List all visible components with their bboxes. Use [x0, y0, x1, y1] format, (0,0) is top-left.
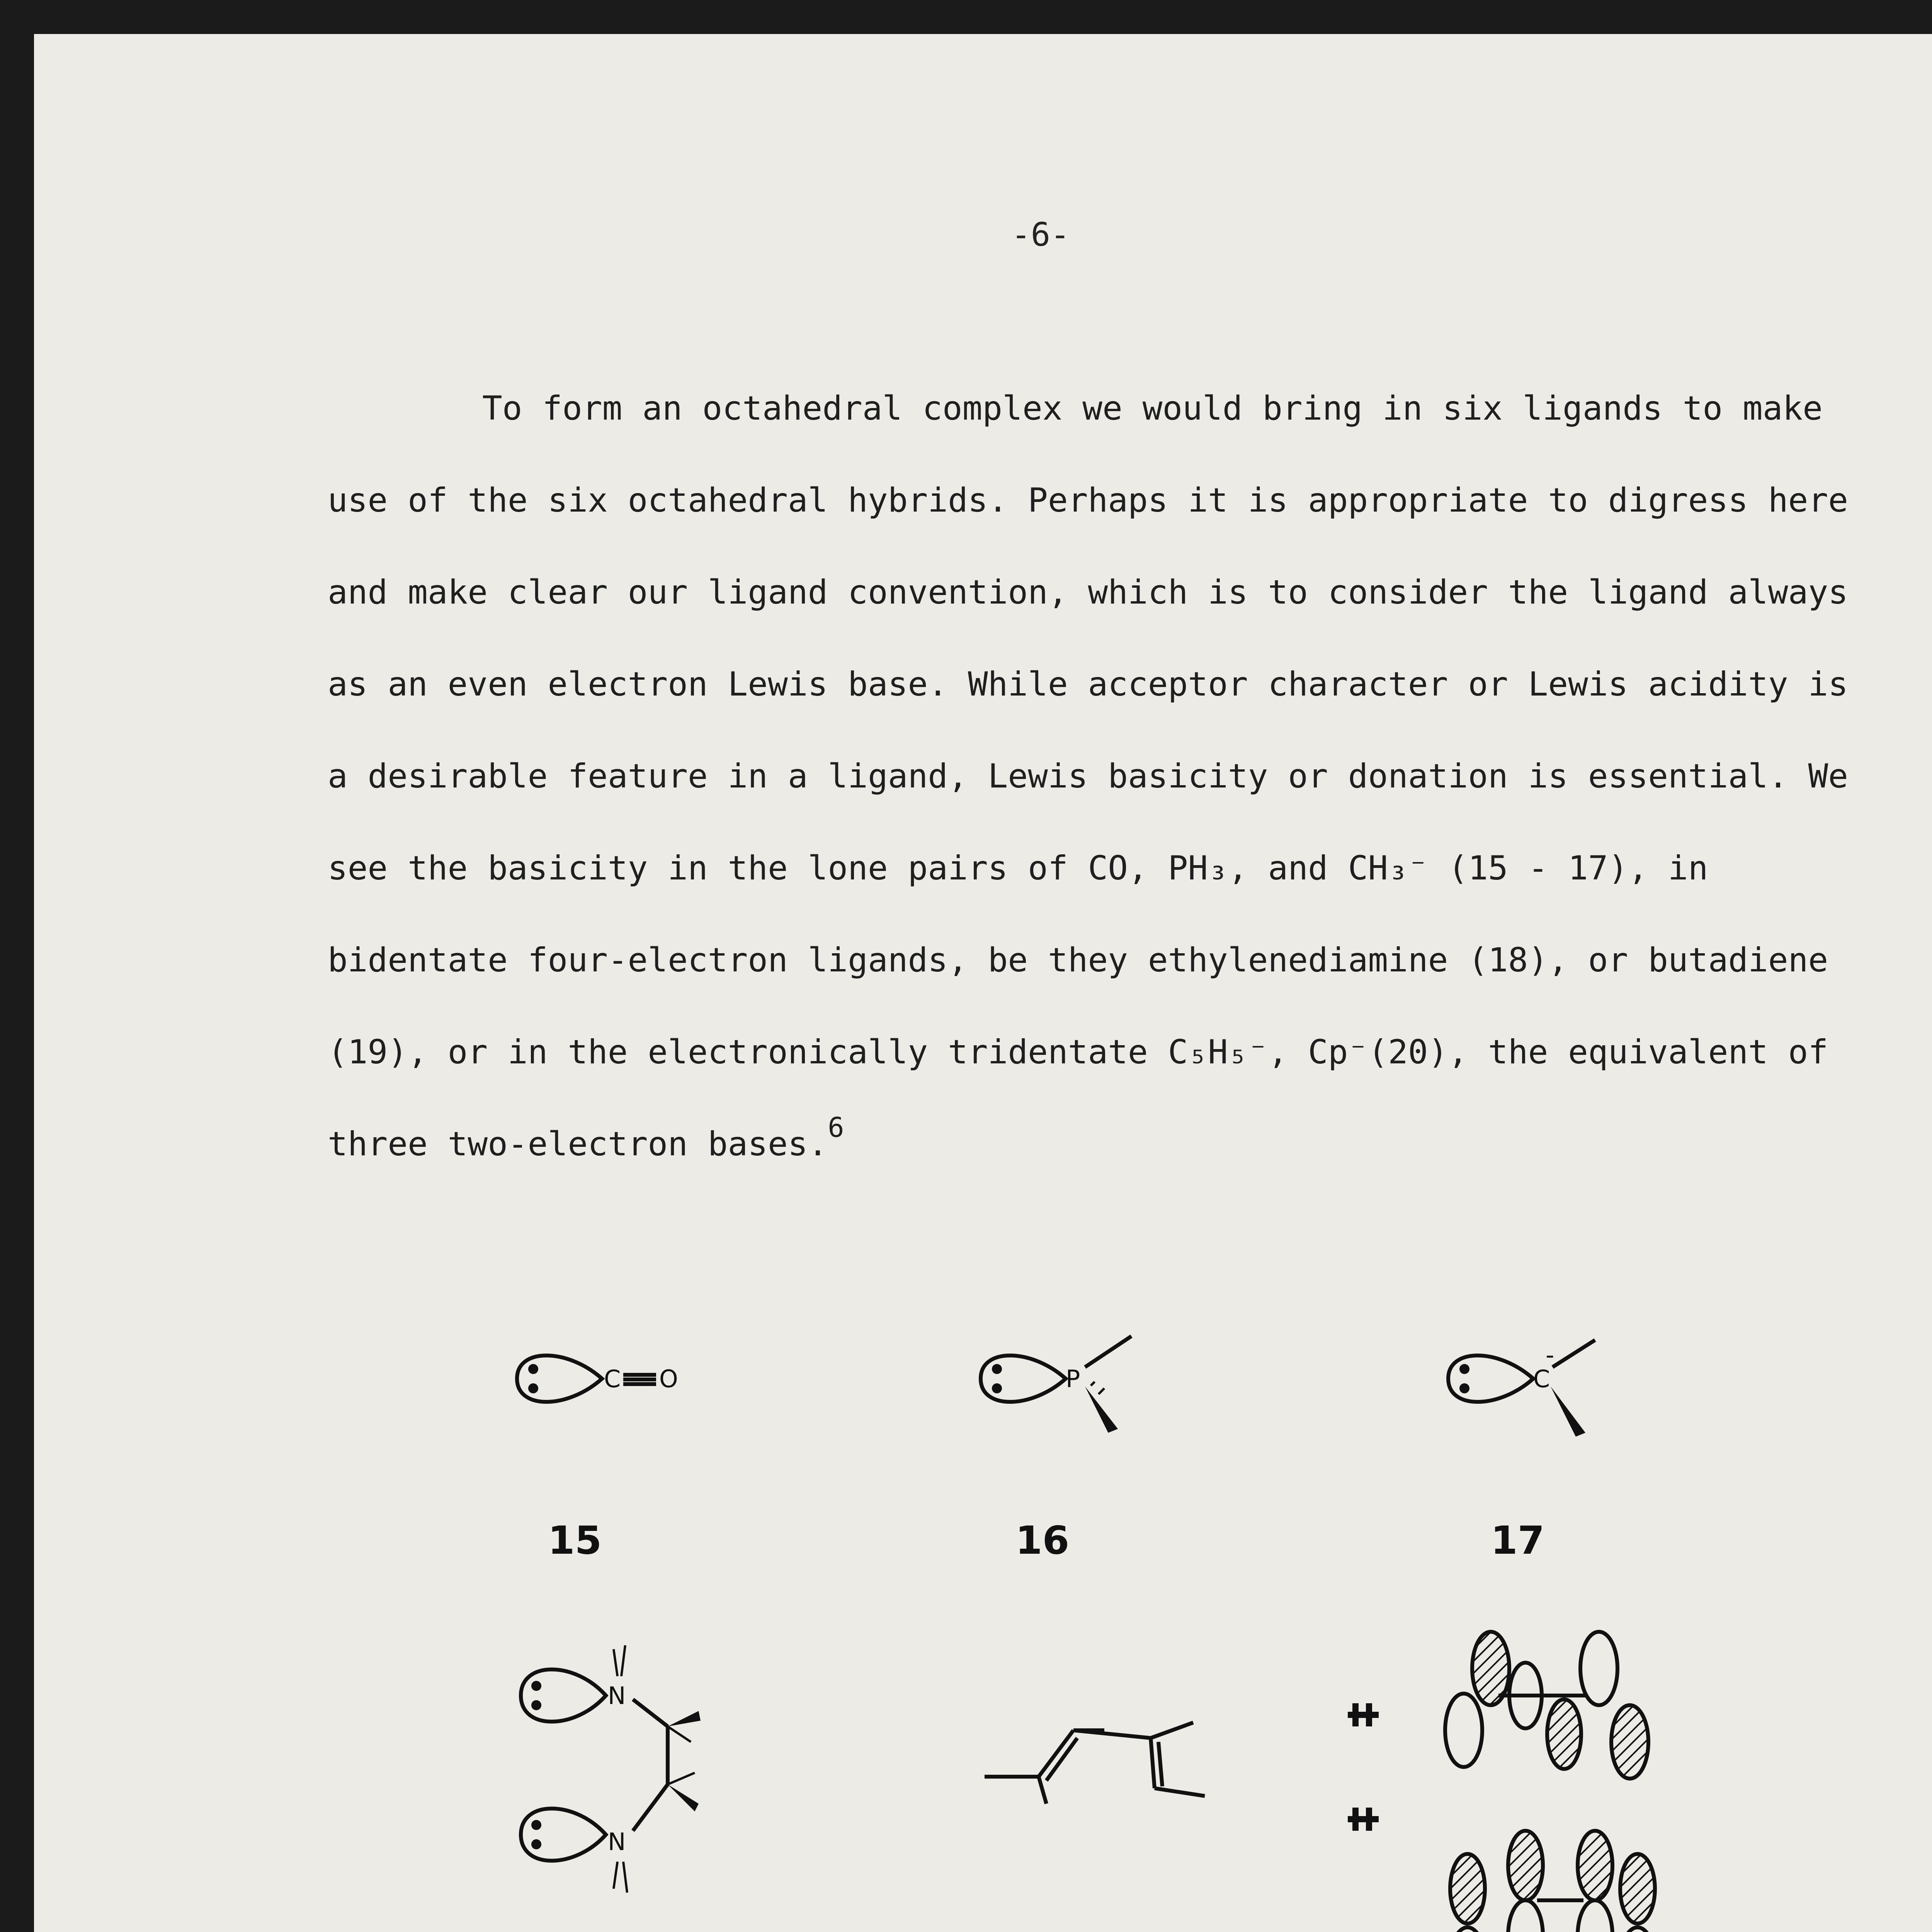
document-page: [34, 34, 1932, 1932]
atom-p: P: [1066, 1365, 1080, 1393]
compound-label-17: 17: [1491, 1518, 1545, 1563]
ligand-figures: [34, 34, 1932, 1932]
compound-label-16: 16: [1015, 1518, 1070, 1563]
structure-15-co: [517, 1355, 678, 1402]
page-number: -6-: [1011, 216, 1070, 253]
butadiene-orbital-lower: [1450, 1831, 1655, 1932]
structure-18-ethylenediamine: [521, 1645, 701, 1893]
atom-n: N: [608, 1828, 626, 1856]
butadiene-orbital-upper: [1445, 1632, 1648, 1779]
structure-17-ch3-anion: [1448, 1340, 1595, 1437]
structure-19-butadiene: [985, 1723, 1205, 1804]
atom-c: C: [604, 1365, 621, 1393]
structure-16-ph3: [981, 1336, 1131, 1433]
atom-o: O: [659, 1365, 678, 1393]
atom-c: C: [1533, 1365, 1550, 1393]
anion-charge: -: [1546, 1341, 1554, 1369]
electron-pair-markers: [1348, 1703, 1379, 1831]
footnote-reference: 6: [828, 1112, 844, 1143]
paragraph-text: To form an octahedral complex we would bring in six ligands to make use of the six octahedral hybrids. Perhaps it is appropriate to digress here and make clear our ligand convention, which is to consider the ligand always as an even electron Lewis base. While acceptor character or Lewis acidity is a desirable feature in a ligand, Lewis basicity or donation is essential. We see the basicity in the lone pairs of CO, PH₃, and CH₃⁻ (15 - 17), in bidentate four-electron ligands, be they ethylenediamine (18), or butadiene (19), or in the electronically tridentate C₅H₅⁻, Cp⁻(20), the equivalent of three two-electron bases.: [328, 389, 1849, 1163]
atom-n: N: [608, 1682, 626, 1710]
compound-label-15: 15: [548, 1518, 602, 1563]
